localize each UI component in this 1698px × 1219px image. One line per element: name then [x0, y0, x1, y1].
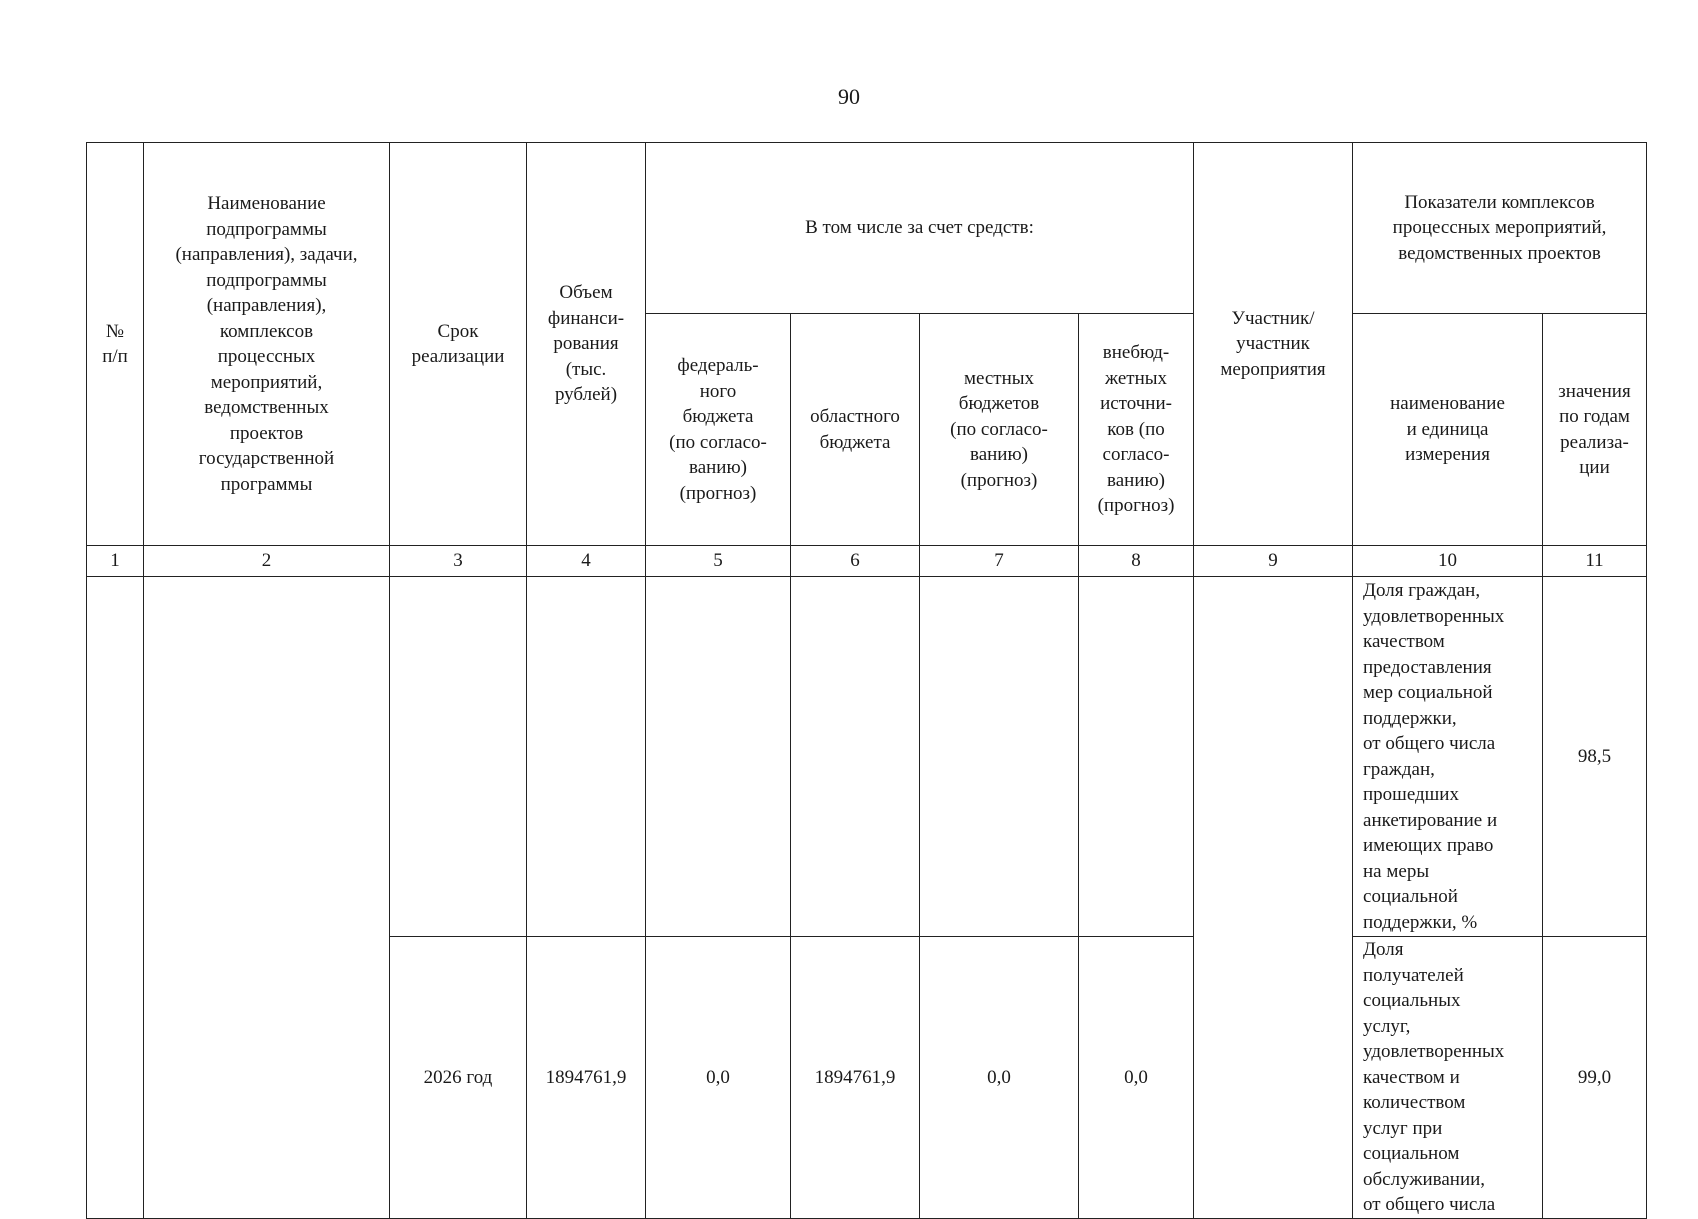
column-number: 2 — [144, 546, 390, 577]
table-row — [87, 577, 1647, 937]
column-number: 1 — [87, 546, 144, 577]
cell-volume: 1894761,9 — [527, 937, 646, 1219]
column-number: 8 — [1079, 546, 1194, 577]
column-number: 10 — [1353, 546, 1543, 577]
cell-extrabudget — [1079, 577, 1194, 937]
cell-indicator-value: 99,0 — [1543, 937, 1647, 1219]
cell-regional — [791, 577, 920, 937]
page-number: 90 — [838, 84, 860, 109]
cell-num — [87, 577, 144, 1219]
column-number: 11 — [1543, 546, 1647, 577]
budget-table — [86, 142, 1647, 1219]
cell-indicator-name: Доля получателей социальных услуг, удовлетворенных качеством и количеством услуг при социальном обслуживании, от общего числа — [1353, 937, 1543, 1219]
header-name: Наименование подпрограммы (направления), задачи, подпрограммы (направления), комплексов процессных мероприятий, ведомственных проектов государственной программы — [144, 143, 390, 546]
header-volume: Объем финанси- рования (тыс. рублей) — [527, 143, 646, 546]
column-number: 3 — [390, 546, 527, 577]
header-row-1 — [87, 143, 1647, 314]
cell-federal — [646, 577, 791, 937]
cell-term — [390, 577, 527, 937]
header-extrabudget: внебюд- жетных источни- ков (по согласо- ванию) (прогноз) — [1079, 314, 1194, 546]
cell-indicator-name: Доля граждан, удовлетворенных качеством предоставления мер социальной поддержки, от общего числа граждан, прошедших анкетирование и имеющих право на меры социальной поддержки, % — [1353, 577, 1543, 937]
header-num: № п/п — [87, 143, 144, 546]
cell-indicator-value: 98,5 — [1543, 577, 1647, 937]
header-indicators: Показатели комплексов процессных мероприятий, ведомственных проектов — [1353, 143, 1647, 314]
header-regional: областного бюджета — [791, 314, 920, 546]
cell-name — [144, 577, 390, 1219]
column-numbers-row — [87, 546, 1647, 577]
cell-volume — [527, 577, 646, 937]
column-number: 9 — [1194, 546, 1353, 577]
header-ind-value: значения по годам реализа- ции — [1543, 314, 1647, 546]
cell-local: 0,0 — [920, 937, 1079, 1219]
header-term: Срок реализации — [390, 143, 527, 546]
column-number: 4 — [527, 546, 646, 577]
cell-term: 2026 год — [390, 937, 527, 1219]
column-number: 7 — [920, 546, 1079, 577]
column-number: 6 — [791, 546, 920, 577]
cell-extrabudget: 0,0 — [1079, 937, 1194, 1219]
header-participant: Участник/ участник мероприятия — [1194, 143, 1353, 546]
cell-regional: 1894761,9 — [791, 937, 920, 1219]
cell-local — [920, 577, 1079, 937]
header-federal: федераль- ного бюджета (по согласо- ванию) (прогноз) — [646, 314, 791, 546]
cell-participant — [1194, 577, 1353, 1219]
cell-federal: 0,0 — [646, 937, 791, 1219]
header-ind-name: наименование и единица измерения — [1353, 314, 1543, 546]
header-including: В том числе за счет средств: — [646, 143, 1194, 314]
header-local: местных бюджетов (по согласо- ванию) (прогноз) — [920, 314, 1079, 546]
column-number: 5 — [646, 546, 791, 577]
